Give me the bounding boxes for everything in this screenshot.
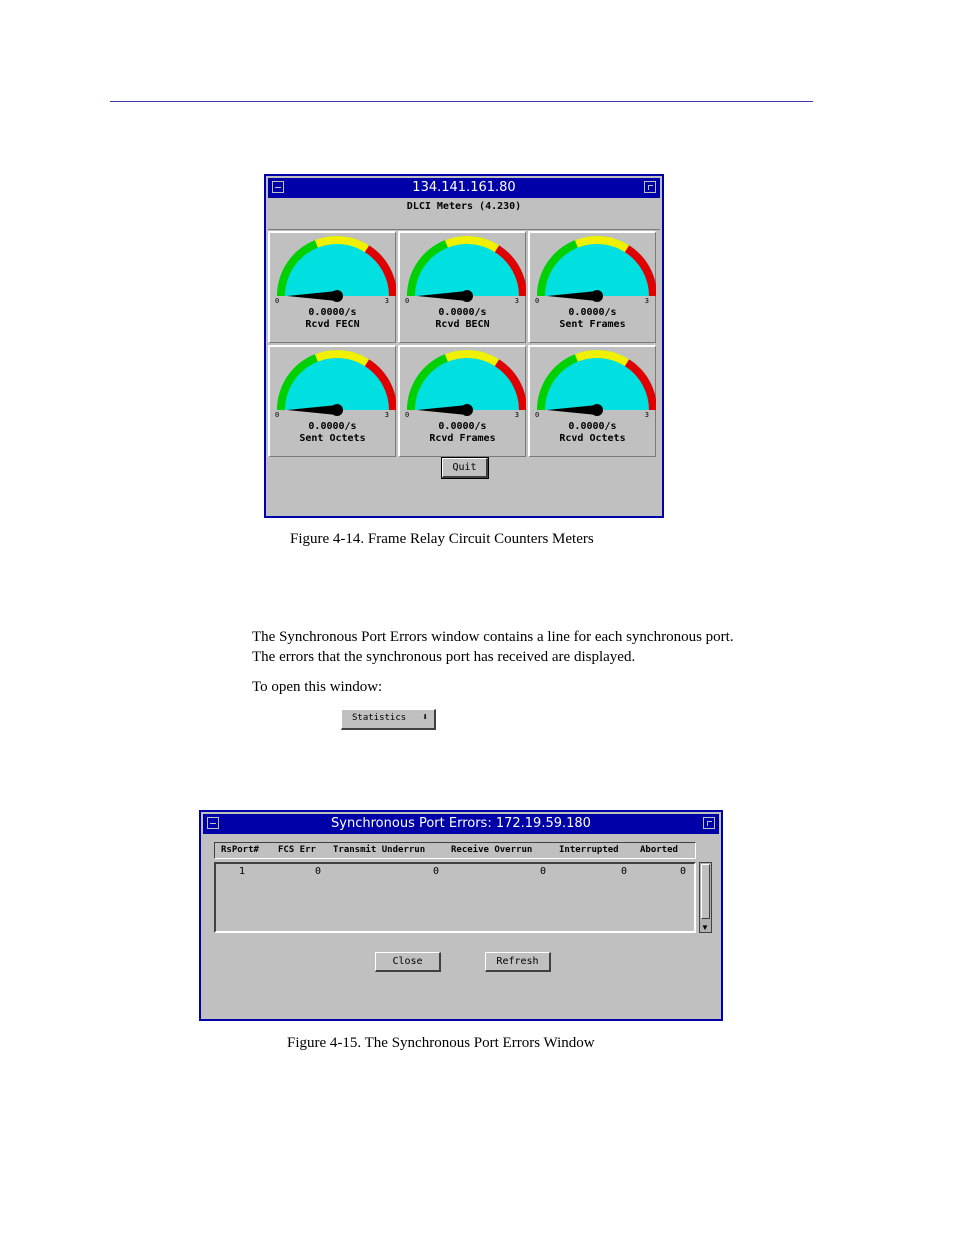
column-header: FCS Err [278,845,316,855]
gauge-max-label: 3 [384,297,389,305]
gauge-hub [331,290,343,302]
refresh-button[interactable]: Refresh [485,952,551,972]
gauge-value: 0.0000/s [568,421,617,432]
gauge-face [407,236,526,296]
gauge-meter [398,345,526,457]
gauge-max-label: 3 [514,411,519,419]
vertical-scrollbar[interactable] [699,862,712,933]
gauge-dial [400,347,526,419]
open-instruction: To open this window: [252,679,383,695]
dlci-heading: DLCI Meters (4.230) [406,201,522,212]
gauge-value: 0.0000/s [438,421,487,432]
gauge-face [407,350,526,410]
gauge-dial [270,233,396,305]
column-header: RsPort# [221,845,259,855]
gauge-dial [400,233,526,305]
gauge-dial [270,347,396,419]
gauge-face [537,236,656,296]
gauge-hub [461,404,473,416]
gauge-min-label: 0 [275,411,280,419]
down-arrow-icon: ⬇ [421,712,428,723]
figure-4-14-caption: Figure 4-14. Frame Relay Circuit Counters Meters [290,531,594,547]
gauge-hub [331,404,343,416]
gauge-value: 0.0000/s [308,307,357,318]
divider [268,229,660,230]
gauge-face [277,236,396,296]
gauge-dial [530,233,656,305]
table-row[interactable] [216,864,694,880]
gauge-meter [268,345,396,457]
sync-port-errors-window [199,810,723,1021]
maximize-icon[interactable] [644,181,656,193]
gauge-face [277,350,396,410]
header-rule [110,101,813,102]
gauge-value: 0.0000/s [438,307,487,318]
gauge-face [537,350,656,410]
column-header: Receive Overrun [451,845,533,855]
gauge-label: Sent Frames [559,319,626,330]
statistics-label: Statistics [352,713,407,723]
dlci-meters-window [264,174,664,518]
paragraph-line-2: The errors that the synchronous port has received are displayed. [252,649,636,665]
gauge-meter [528,231,656,343]
maximize-icon[interactable] [703,817,715,829]
table-cell: 0 [540,866,547,877]
window-menu-icon[interactable] [207,817,219,829]
gauge-label: Rcvd BECN [435,319,490,330]
gauge-max-label: 3 [514,297,519,305]
scrollbar-thumb[interactable] [701,864,710,919]
gauge-label: Rcvd Octets [559,433,626,444]
gauge-label: Sent Octets [299,433,366,444]
gauge-dial [530,347,656,419]
gauge-value: 0.0000/s [568,307,617,318]
figure-4-15-caption: Figure 4-15. The Synchronous Port Errors Window [287,1035,595,1051]
paragraph-line-1: The Synchronous Port Errors window contains a line for each synchronous port. [252,629,734,645]
table-cell: 0 [433,866,440,877]
dlci-window-titlebar[interactable] [268,178,660,198]
gauge-meter [398,231,526,343]
statistics-menu-button[interactable] [341,709,436,730]
gauge-min-label: 0 [275,297,280,305]
gauge-hub [591,404,603,416]
gauge-max-label: 3 [644,411,649,419]
column-header: Interrupted [559,845,619,855]
port-errors-list[interactable] [214,862,696,933]
gauge-max-label: 3 [644,297,649,305]
gauge-min-label: 0 [405,297,410,305]
table-cell: 1 [239,866,246,877]
gauge-label: Rcvd Frames [429,433,496,444]
table-cell: 0 [621,866,628,877]
gauge-min-label: 0 [405,411,410,419]
gauge-value: 0.0000/s [308,421,357,432]
window-menu-icon[interactable] [272,181,284,193]
gauge-label: Rcvd FECN [305,319,360,330]
dlci-window-title: 134.141.161.80 [412,180,516,195]
column-header-row [214,842,696,859]
gauge-min-label: 0 [535,411,540,419]
close-button[interactable]: Close [375,952,441,972]
gauge-max-label: 3 [384,411,389,419]
gauge-meter [528,345,656,457]
sync-window-titlebar[interactable] [203,814,719,834]
table-cell: 0 [680,866,687,877]
gauge-meter [268,231,396,343]
table-cell: 0 [315,866,322,877]
quit-button[interactable]: Quit [442,458,488,478]
column-header: Transmit Underrun [333,845,426,855]
gauge-min-label: 0 [535,297,540,305]
scroll-down-icon[interactable]: ▼ [701,923,709,932]
sync-window-title: Synchronous Port Errors: 172.19.59.180 [331,816,591,831]
column-header: Aborted [640,845,678,855]
gauge-hub [591,290,603,302]
gauge-hub [461,290,473,302]
